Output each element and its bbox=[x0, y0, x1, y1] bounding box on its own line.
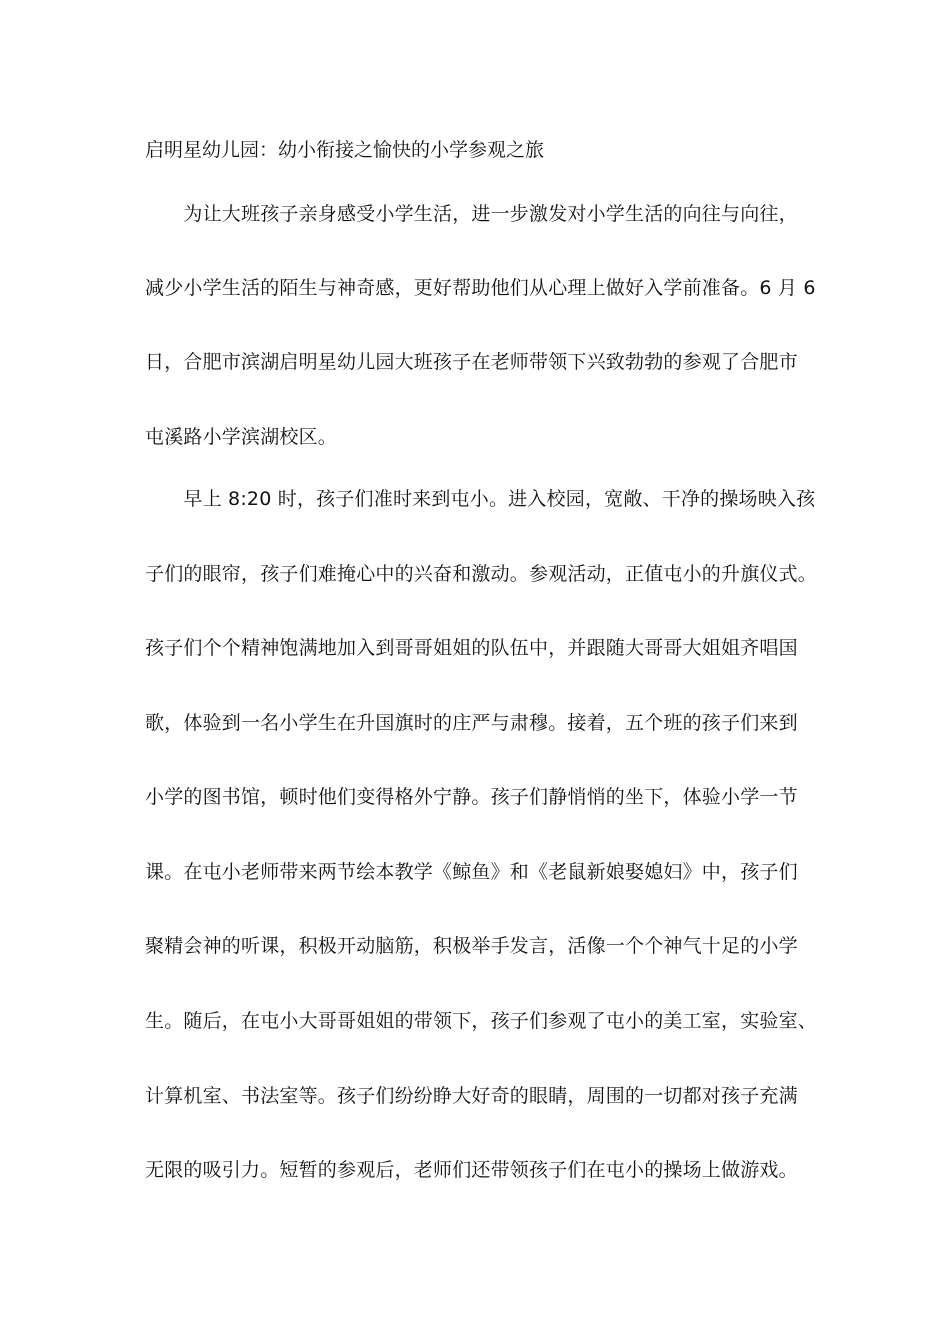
body-line: 歌，体验到一名小学生在升国旗时的庄严与肃穆。接着，五个班的孩子们来到 bbox=[145, 712, 798, 734]
body-line: 早上 8:20 时，孩子们准时来到屯小。进入校园，宽敞、干净的操场映入孩 bbox=[145, 488, 816, 510]
document-title: 启明星幼儿园：幼小衔接之愉快的小学参观之旅 bbox=[145, 139, 545, 161]
body-line: 无限的吸引力。短暂的参观后，老师们还带领孩子们在屯小的操场上做游戏。 bbox=[145, 1159, 798, 1181]
body-line: 孩子们个个精神饱满地加入到哥哥姐姐的队伍中，并跟随大哥哥大姐姐齐唱国 bbox=[145, 637, 798, 659]
body-line: 生。随后，在屯小大哥哥姐姐的带领下，孩子们参观了屯小的美工室，实验室、 bbox=[145, 1010, 818, 1032]
body-line: 计算机室、书法室等。孩子们纷纷睁大好奇的眼睛，周围的一切都对孩子充满 bbox=[145, 1085, 798, 1107]
body-line: 课。在屯小老师带来两节绘本教学《鲸鱼》和《老鼠新娘娶媳妇》中，孩子们 bbox=[145, 861, 798, 883]
body-line: 减少小学生活的陌生与神奇感，更好帮助他们从心理上做好入学前准备。6 月 6 bbox=[145, 277, 816, 299]
body-line: 子们的眼帘，孩子们难掩心中的兴奋和激动。参观活动，正值屯小的升旗仪式。 bbox=[145, 563, 818, 585]
body-line: 聚精会神的听课，积极开动脑筋，积极举手发言，活像一个个神气十足的小学 bbox=[145, 935, 798, 957]
body-line: 日，合肥市滨湖启明星幼儿园大班孩子在老师带领下兴致勃勃的参观了合肥市 bbox=[145, 351, 798, 373]
body-line: 小学的图书馆，顿时他们变得格外宁静。孩子们静悄悄的坐下，体验小学一节 bbox=[145, 786, 798, 808]
body-line: 屯溪路小学滨湖校区。 bbox=[145, 426, 338, 448]
body-line: 为让大班孩子亲身感受小学生活，进一步激发对小学生活的向往与向往， bbox=[145, 203, 798, 225]
